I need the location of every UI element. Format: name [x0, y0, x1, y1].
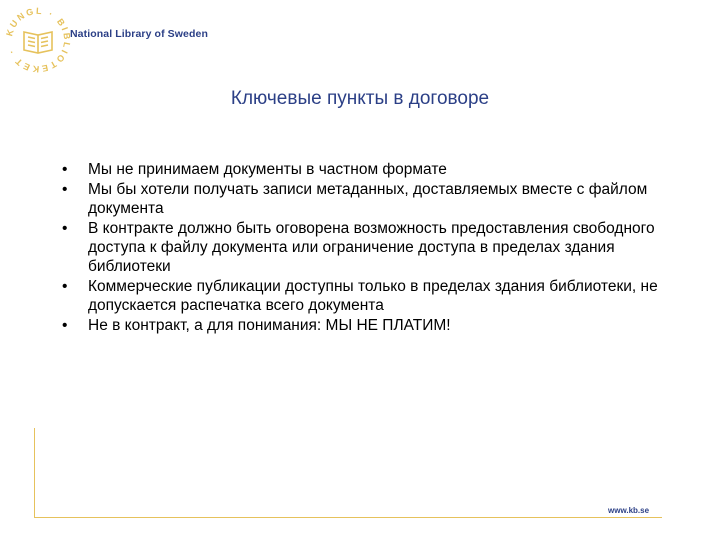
footer-url: www.kb.se — [608, 506, 650, 515]
frame-line-left — [34, 428, 35, 518]
bullet-icon: • — [62, 161, 68, 178]
logo-ring-text: KUNGL · BIBLIOTEKET · — [4, 5, 73, 75]
bullet-text: Коммерческие публикации доступны только в пределах здания библиотеки, не допускается распечатка всего документа — [88, 278, 658, 314]
bullet-text: Мы не принимаем документы в частном формате — [88, 161, 447, 178]
bullet-icon: • — [62, 220, 68, 237]
bullet-text: Не в контракт, а для понимания: МЫ НЕ ПЛАТИМ! — [88, 317, 451, 334]
slide-title: Ключевые пункты в договоре — [230, 88, 490, 109]
list-item — [62, 160, 682, 179]
list-item — [62, 316, 682, 335]
bullet-text: Мы бы хотели получать записи метаданных, доставляемых вместе с файлом документа — [88, 181, 648, 217]
frame-line-bottom — [34, 517, 662, 518]
kb-logo — [2, 4, 74, 76]
bullet-icon: • — [62, 181, 68, 198]
brand-name: National Library of Sweden — [70, 28, 208, 40]
bullet-icon: • — [62, 317, 68, 334]
list-item — [62, 180, 682, 218]
bullet-icon: • — [62, 278, 68, 295]
bullet-list — [62, 160, 682, 336]
list-item — [62, 277, 682, 315]
kb-logo-icon — [2, 4, 74, 76]
bullet-text: В контракте должно быть оговорена возможность предоставления свободного доступа к файлу документа или ограничение доступа в пределах здания библиотеки — [88, 220, 655, 275]
list-item — [62, 219, 682, 276]
